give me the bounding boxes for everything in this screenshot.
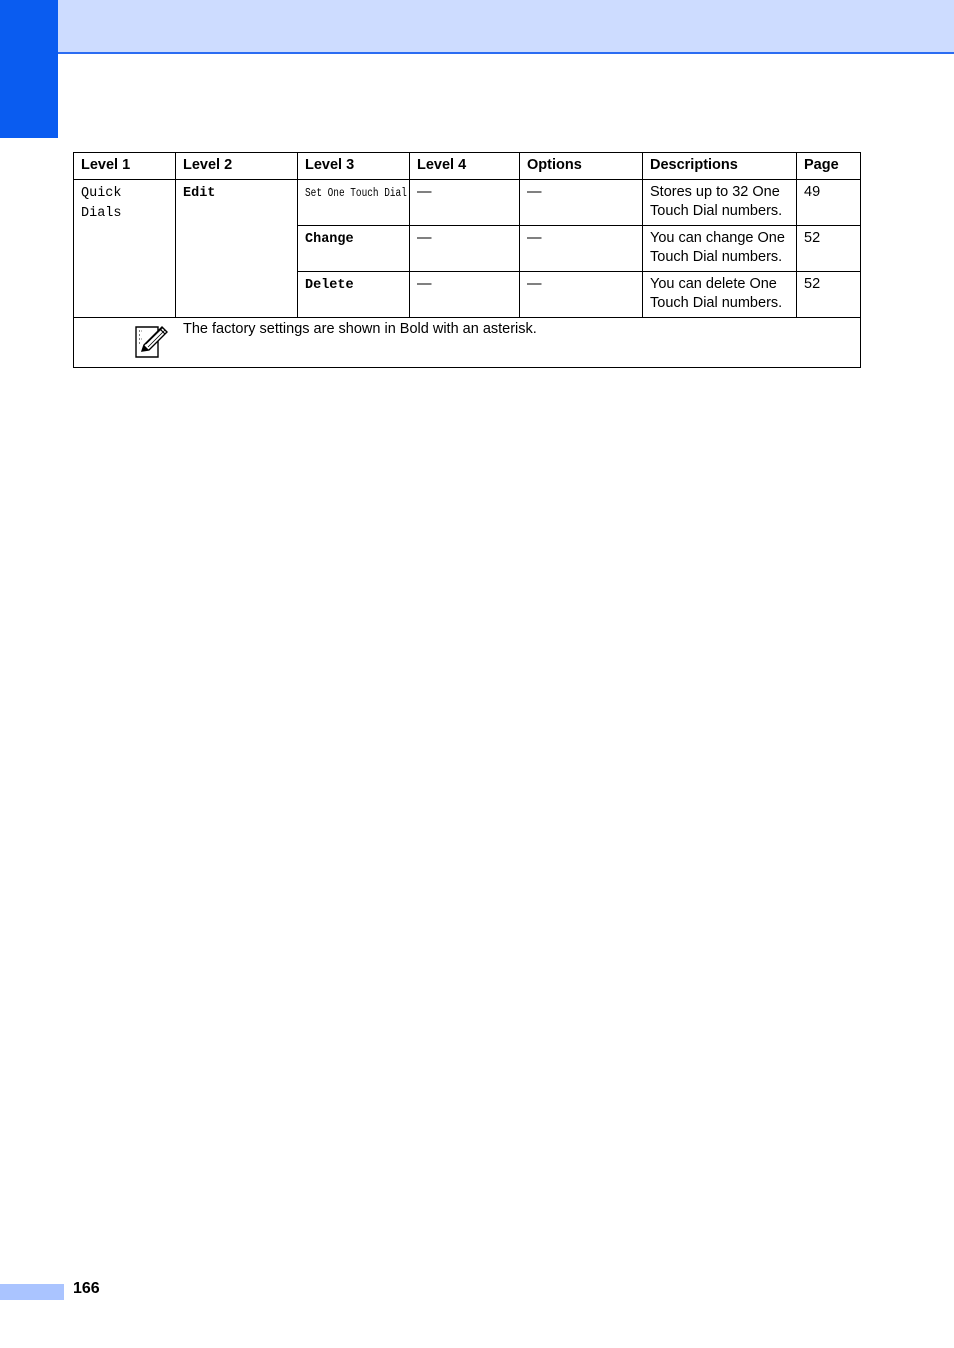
note-row <box>74 318 861 368</box>
description-cell: Stores up to 32 One Touch Dial numbers. <box>643 180 797 226</box>
header-descriptions: Descriptions <box>643 153 797 180</box>
options-cell: — <box>520 226 643 272</box>
level1-cell <box>74 180 176 318</box>
level3-value: Delete <box>305 278 354 293</box>
options-cell: — <box>520 272 643 318</box>
header-level-4: Level 4 <box>410 153 520 180</box>
header-page: Page <box>797 153 861 180</box>
page-number: 166 <box>73 1280 100 1297</box>
header-level-1: Level 1 <box>74 153 176 180</box>
level2-value: Edit <box>183 186 216 201</box>
level1-value: Quick Dials <box>81 186 122 221</box>
page-header-band <box>58 0 954 54</box>
level2-cell <box>176 180 298 318</box>
options-cell: — <box>520 180 643 226</box>
level4-cell: — <box>410 226 520 272</box>
level4-cell: — <box>410 180 520 226</box>
note-pencil-icon <box>132 323 170 359</box>
chapter-side-tab <box>0 0 58 138</box>
level3-cell <box>298 180 410 226</box>
description-cell: You can change One Touch Dial numbers. <box>643 226 797 272</box>
note-text: The factory settings are shown in Bold with an asterisk. <box>183 321 537 337</box>
page-cell: 52 <box>797 226 861 272</box>
page-cell: 49 <box>797 180 861 226</box>
header-level-3: Level 3 <box>298 153 410 180</box>
table-header-row <box>74 153 861 180</box>
header-options: Options <box>520 153 643 180</box>
level3-value: Set One Touch Dial <box>305 187 407 200</box>
level3-cell <box>298 226 410 272</box>
level3-cell <box>298 272 410 318</box>
menu-settings-table <box>73 152 861 368</box>
table-row <box>74 180 861 226</box>
page-cell: 52 <box>797 272 861 318</box>
level4-cell: — <box>410 272 520 318</box>
page-number-tab <box>0 1284 64 1300</box>
description-cell: You can delete One Touch Dial numbers. <box>643 272 797 318</box>
note-cell <box>74 318 861 368</box>
level3-value: Change <box>305 232 354 247</box>
header-level-2: Level 2 <box>176 153 298 180</box>
